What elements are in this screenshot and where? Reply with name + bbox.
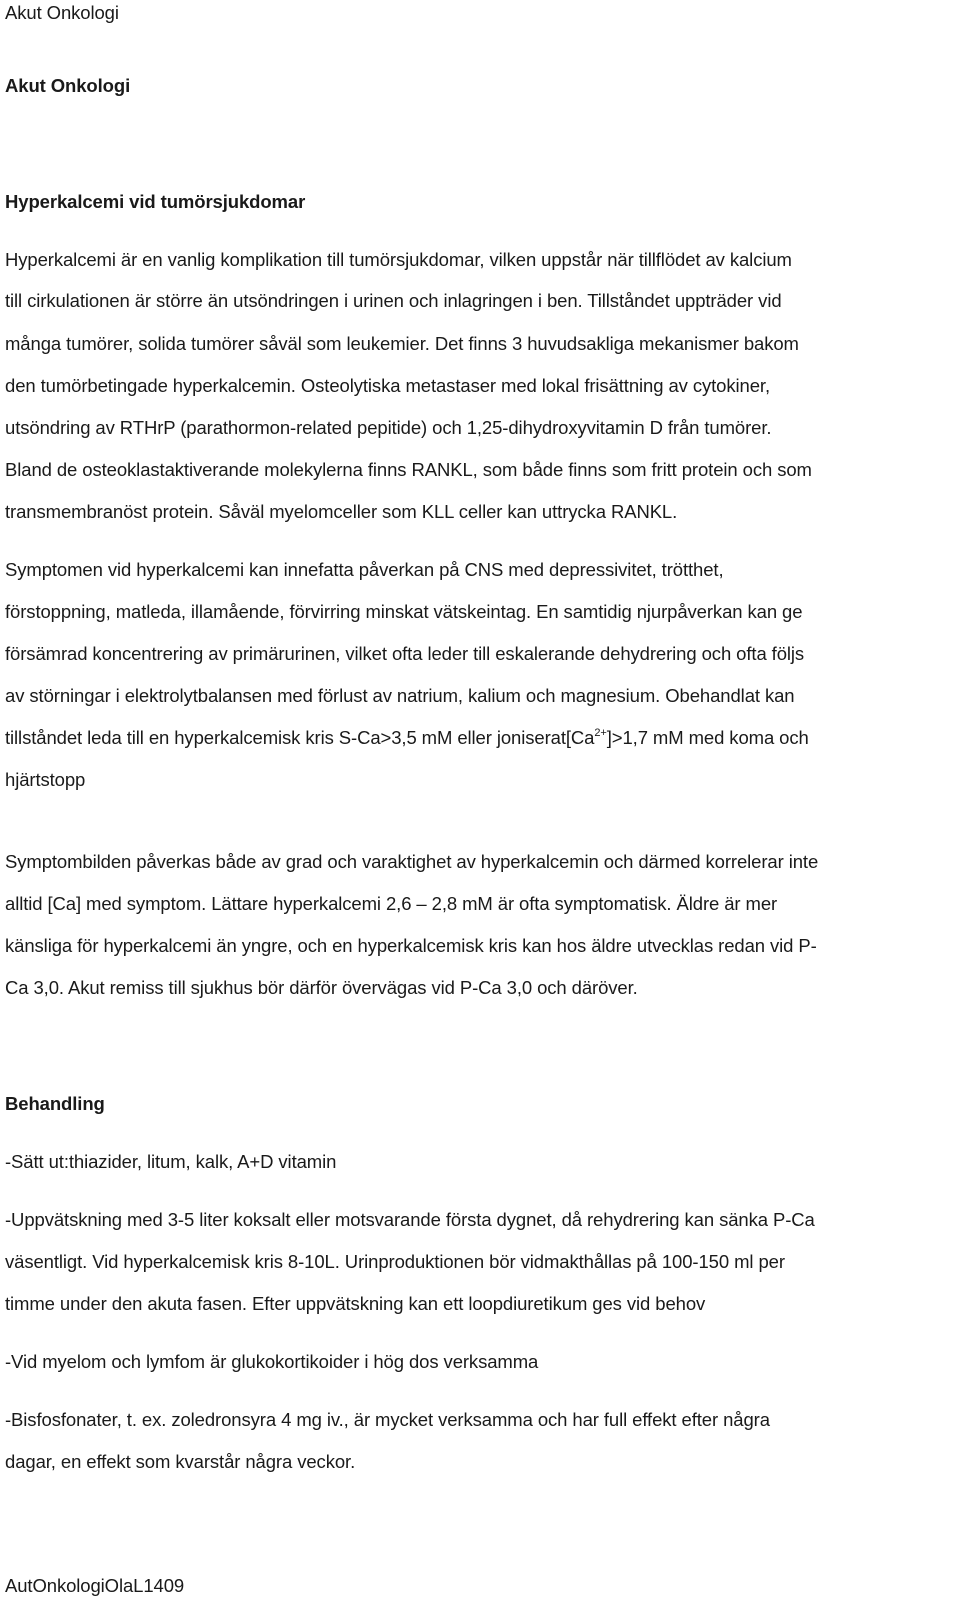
running-title: Akut Onkologi	[5, 2, 119, 23]
paragraph-line: dagar, en effekt som kvarstår några veckor.	[5, 1451, 356, 1472]
paragraph-line: Symptombilden påverkas både av grad och varaktighet av hyperkalcemin och därmed korrelerar inte	[5, 851, 819, 872]
section-heading-hyperkalcemi: Hyperkalcemi vid tumörsjukdomar	[5, 191, 306, 212]
section-heading-behandling: Behandling	[5, 1093, 105, 1114]
paragraph-line-with-superscript	[5, 727, 809, 749]
document-title: Akut Onkologi	[5, 75, 131, 96]
paragraph-line: transmembranöst protein. Såväl myelomceller som KLL celler kan uttrycka RANKL.	[5, 501, 678, 522]
paragraph-line: den tumörbetingade hyperkalcemin. Osteolytiska metastaser med lokal frisättning av cytokiner,	[5, 375, 770, 396]
paragraph-line: av störningar i elektrolytbalansen med förlust av natrium, kalium och magnesium. Obehandlat kan	[5, 685, 795, 706]
paragraph-line: till cirkulationen är större än utsöndringen i urinen och inlagringen i ben. Tillståndet uppträder vid	[5, 290, 782, 311]
paragraph-line: väsentligt. Vid hyperkalcemisk kris 8-10L. Urinproduktionen bör vidmakthållas på 100-150 ml per	[5, 1251, 785, 1272]
paragraph-line: -Uppvätskning med 3-5 liter koksalt eller motsvarande första dygnet, då rehydrering kan sänka P-Ca	[5, 1209, 815, 1230]
paragraph-line: försämrad koncentrering av primärurinen, vilket ofta leder till eskalerande dehydrering och ofta följs	[5, 643, 805, 664]
paragraph-line: alltid [Ca] med symptom. Lättare hyperkalcemi 2,6 – 2,8 mM är ofta symptomatisk. Äldre är mer	[5, 893, 778, 914]
text-run: ]>1,7 mM med koma och	[606, 727, 809, 748]
paragraph-line: förstoppning, matleda, illamående, förvirring minskat vätskeintag. En samtidig njurpåverkan kan ge	[5, 601, 803, 622]
treatment-item: -Vid myelom och lymfom är glukokortikoider i hög dos verksamma	[5, 1351, 539, 1372]
paragraph-line: Symptomen vid hyperkalcemi kan innefatta påverkan på CNS med depressivitet, trötthet,	[5, 559, 724, 580]
paragraph-line: utsöndring av RTHrP (parathormon-related pepitide) och 1,25-dihydroxyvitamin D från tumörer.	[5, 417, 772, 438]
paragraph-line: Bland de osteoklastaktiverande molekylerna finns RANKL, som både finns som fritt protein och som	[5, 459, 812, 480]
treatment-item: -Sätt ut:thiazider, litum, kalk, A+D vitamin	[5, 1151, 337, 1172]
paragraph-line: känsliga för hyperkalcemi än yngre, och en hyperkalcemisk kris kan hos äldre utvecklas redan vid P-	[5, 935, 817, 956]
paragraph-line: Ca 3,0. Akut remiss till sjukhus bör därför övervägas vid P-Ca 3,0 och däröver.	[5, 977, 638, 998]
superscript-charge: 2+	[594, 727, 607, 739]
paragraph-line: -Bisfosfonater, t. ex. zoledronsyra 4 mg iv., är mycket verksamma och har full effekt efter några	[5, 1409, 770, 1430]
footer-code: AutOnkologiOlaL1409	[5, 1575, 185, 1596]
paragraph-line: hjärtstopp	[5, 769, 86, 790]
paragraph-line: många tumörer, solida tumörer såväl som leukemier. Det finns 3 huvudsakliga mekanismer bakom	[5, 333, 799, 354]
paragraph-line: Hyperkalcemi är en vanlig komplikation till tumörsjukdomar, vilken uppstår när tillflödet av kalcium	[5, 249, 792, 270]
paragraph-line: timme under den akuta fasen. Efter uppvätskning kan ett loopdiuretikum ges vid behov	[5, 1293, 706, 1314]
text-run: tillståndet leda till en hyperkalcemisk kris S-Ca>3,5 mM eller joniserat[Ca	[5, 727, 595, 748]
